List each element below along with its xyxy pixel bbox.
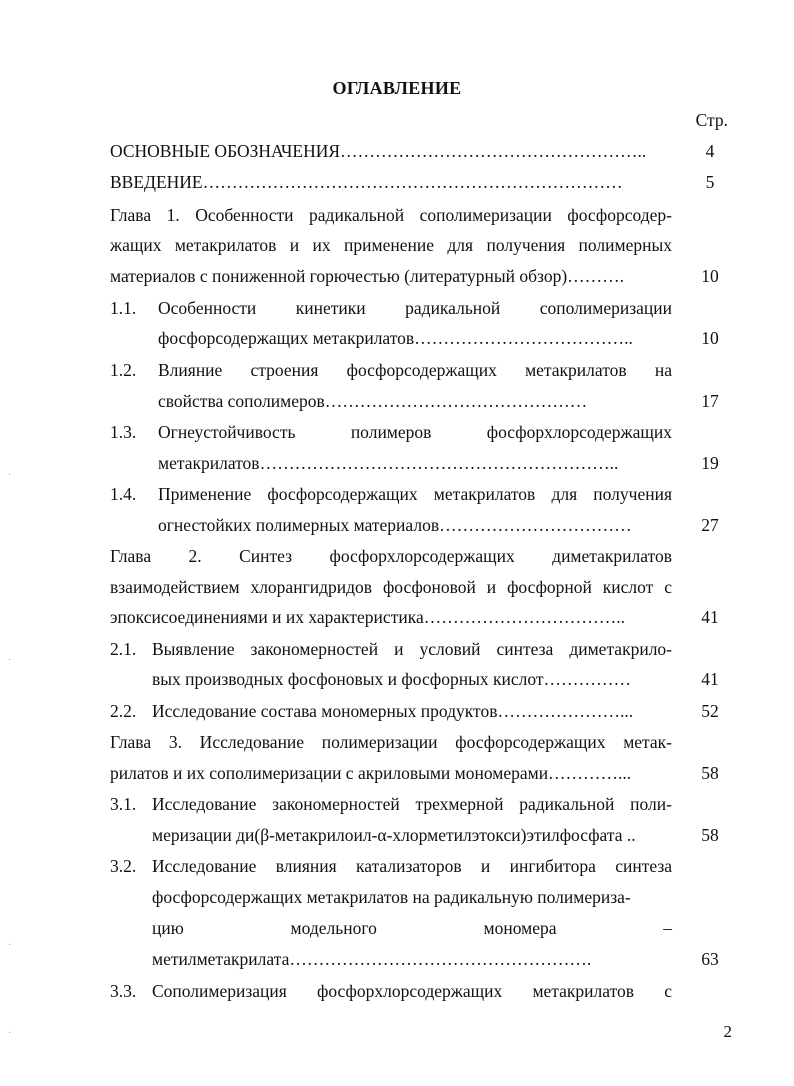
toc-entry-page: 17	[701, 391, 719, 411]
toc-entry-page: 5	[705, 172, 715, 192]
toc-chapter-line: эпоксисоединениями и их характеристика……………………………..	[110, 607, 625, 627]
toc-entry-line: ОСНОВНЫЕ ОБОЗНАЧЕНИЯ……………………………………………..	[110, 141, 647, 161]
toc-section-line: Применение фосфорсодержащих метакрилатов для получения	[158, 484, 672, 504]
scan-speck: ·	[8, 655, 12, 666]
toc-section-line: метилметакрилата…………………………………………….	[152, 949, 592, 969]
toc-section-line: фосфорсодержащих метакрилатов на радикальную полимериза-	[152, 887, 631, 907]
section-number: 3.3.	[110, 981, 137, 1001]
section-number: 2.1.	[110, 639, 137, 659]
toc-section-line: Исследование влияния катализаторов и ингибитора синтеза	[152, 856, 672, 876]
toc-chapter-line: Глава 2. Синтез фосфорхлорсодержащих диметакрилатов	[110, 546, 672, 566]
section-number: 2.2.	[110, 701, 137, 721]
toc-entry-page: 58	[701, 825, 719, 845]
toc-section-line: Выявление закономерностей и условий синтеза диметакрило-	[152, 639, 672, 659]
toc-section-line: Исследование состава мономерных продуктов…………………...	[152, 701, 634, 721]
toc-section-line: свойства сополимеров………………………………………	[158, 391, 588, 411]
toc-entry-page: 19	[701, 453, 719, 473]
toc-section-line: цию модельного мономера –	[152, 918, 672, 938]
scan-speck: ·	[8, 470, 12, 481]
toc-section-line: вых производных фосфоновых и фосфорных кислот……………	[152, 669, 632, 689]
toc-entry-page: 58	[701, 763, 719, 783]
toc-entry-page: 63	[701, 949, 719, 969]
toc-entry-page: 10	[701, 328, 719, 348]
toc-entry-page: 41	[701, 669, 719, 689]
scan-speck: ·	[8, 1028, 12, 1039]
toc-entry-page: 4	[705, 141, 715, 161]
scan-speck: ·	[8, 940, 12, 951]
page-number: 2	[723, 1022, 732, 1041]
toc-chapter-line: Глава 3. Исследование полимеризации фосфорсодержащих метак-	[110, 732, 672, 752]
toc-chapter-line: Глава 1. Особенности радикальной сополимеризации фосфорсодер-	[110, 205, 672, 225]
toc-section-line: Сополимеризация фосфорхлорсодержащих метакрилатов с	[152, 981, 672, 1001]
toc-chapter-line: материалов с пониженной горючестью (литературный обзор)……….	[110, 266, 625, 286]
toc-section-line: Огнеустойчивость полимеров фосфорхлорсодержащих	[158, 422, 672, 442]
toc-chapter-line: рилатов и их сополимеризации с акриловыми мономерами…………...	[110, 763, 632, 783]
toc-title: ОГЛАВЛЕНИЕ	[332, 78, 462, 98]
toc-section-line: огнестойких полимерных материалов……………………………	[158, 515, 632, 535]
section-number: 1.3.	[110, 422, 137, 442]
section-number: 3.1.	[110, 794, 137, 814]
toc-section-line: фосфорсодержащих метакрилатов………………………………..	[158, 328, 633, 348]
toc-section-line: метакрилатов……………………………………………………..	[158, 453, 619, 473]
toc-entry-page: 10	[701, 266, 719, 286]
toc-entry-page: 27	[701, 515, 719, 535]
section-number: 1.1.	[110, 298, 137, 318]
toc-section-line: Особенности кинетики радикальной сополимеризации	[158, 298, 672, 318]
toc-section-line: Исследование закономерностей трехмерной радикальной поли-	[152, 794, 672, 814]
toc-entry-page: 52	[701, 701, 719, 721]
section-number: 1.4.	[110, 484, 137, 504]
section-number: 1.2.	[110, 360, 137, 380]
toc-chapter-line: жащих метакрилатов и их применение для получения полимерных	[110, 235, 672, 255]
toc-chapter-line: взаимодействием хлорангидридов фосфоновой и фосфорной кислот с	[110, 577, 672, 597]
toc-entry-line: ВВЕДЕНИЕ………………………………………………………………	[110, 172, 623, 192]
section-number: 3.2.	[110, 856, 137, 876]
toc-section-line: Влияние строения фосфорсодержащих метакрилатов на	[158, 360, 672, 380]
toc-entry-page: 41	[701, 607, 719, 627]
toc-section-line: меризации ди(β-метакрилоил-α-хлорметилэтокси)этилфосфата ..	[152, 825, 636, 845]
page-column-header: Стр.	[695, 110, 728, 130]
